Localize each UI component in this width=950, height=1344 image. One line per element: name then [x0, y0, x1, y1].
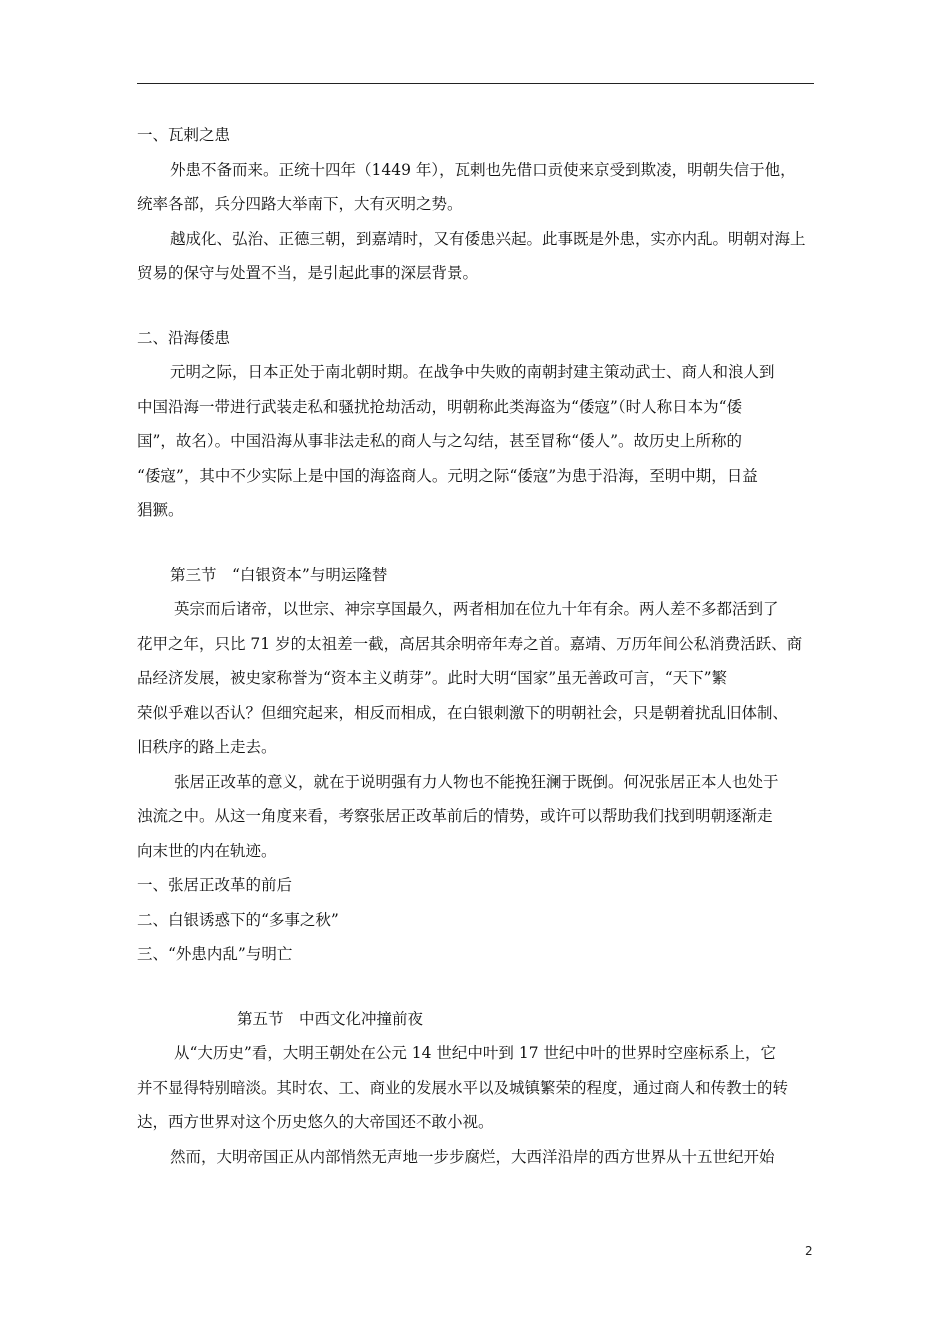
paragraph-line: 荣似乎难以否认？但细究起来，相反而相成，在白银刺激下的明朝社会，只是朝着扰乱旧体制、	[137, 703, 789, 722]
paragraph-line: 张居正改革的意义，就在于说明强有力人物也不能挽狂澜于既倒。何况张居正本人也处于	[174, 772, 779, 791]
outline-item: 二、白银诱惑下的“多事之秋”	[137, 910, 339, 929]
paragraph-line: 达，西方世界对这个历史悠久的大帝国还不敢小视。	[137, 1113, 494, 1131]
page-content	[137, 118, 814, 1174]
spacer	[137, 972, 814, 1002]
paragraph-line: 猖獗。	[137, 501, 184, 519]
paragraph-line: 中国沿海一带进行武装走私和骚扰抢劫活动，明朝称此类海盗为“倭寇”（时人称日本为“倭	[137, 397, 743, 416]
header-rule	[137, 83, 814, 84]
paragraph-line: 越成化、弘治、正德三朝，到嘉靖时，又有倭患兴起。此事既是外患，实亦内乱。明朝对海上	[170, 229, 806, 248]
paragraph-line: 外患不备而来。正统十四年（1449 年），瓦剌也先借口贡使来京受到欺凌，明朝失信于他，	[170, 160, 796, 179]
section-heading-culture: 第五节 中西文化冲撞前夜	[237, 1009, 424, 1028]
paragraph-line: 然而，大明帝国正从内部悄然无声地一步步腐烂，大西洋沿岸的西方世界从十五世纪开始	[170, 1147, 775, 1166]
spacer	[137, 528, 814, 558]
outline-item: 三、“外患内乱”与明亡	[137, 945, 293, 963]
section-heading-wala: 一、瓦剌之患	[137, 126, 231, 144]
paragraph-line: 从“大历史”看，大明王朝处在公元 14 世纪中叶到 17 世纪中叶的世界时空座标系上，它	[174, 1044, 777, 1062]
spacer	[137, 291, 814, 321]
outline-item: 一、张居正改革的前后	[137, 876, 293, 894]
paragraph-line: 向末世的内在轨迹。	[137, 841, 277, 860]
section-heading-wokou: 二、沿海倭患	[137, 328, 231, 347]
paragraph-line: 国”，故名）。中国沿海从事非法走私的商人与之勾结，甚至冒称“倭人”。故历史上所称的	[137, 432, 743, 450]
paragraph-line: 统率各部，兵分四路大举南下，大有灭明之势。	[137, 195, 463, 213]
paragraph-line: 贸易的保守与处置不当，是引起此事的深层背景。	[137, 264, 479, 282]
paragraph-line: 元明之际，日本正处于南北朝时期。在战争中失败的南朝封建主策动武士、商人和浪人到	[170, 363, 775, 381]
paragraph-line: 花甲之年，只比 71 岁的太祖差一截，高居其余明帝年寿之首。嘉靖、万历年间公私消费活跃、商	[137, 634, 803, 653]
paragraph-line: “倭寇”，其中不少实际上是中国的海盗商人。元明之际“倭寇”为患于沿海，至明中期，日益	[137, 466, 758, 485]
paragraph-line: 并不显得特别暗淡。其时农、工、商业的发展水平以及城镇繁荣的程度，通过商人和传教士的转	[137, 1078, 789, 1097]
section-heading-silver: 第三节 “白银资本”与明运隆替	[170, 565, 388, 584]
page-number: 2	[805, 1244, 813, 1258]
paragraph-line: 品经济发展，被史家称誉为“资本主义萌芽”。此时大明“国家”虽无善政可言，“天下”繁	[137, 669, 728, 687]
paragraph-line: 英宗而后诸帝，以世宗、神宗享国最久，两者相加在位九十年有余。两人差不多都活到了	[174, 600, 779, 618]
paragraph-line: 旧秩序的路上走去。	[137, 738, 277, 756]
paragraph-line: 浊流之中。从这一角度来看，考察张居正改革前后的情势，或许可以帮助我们找到明朝逐渐走	[137, 807, 773, 825]
